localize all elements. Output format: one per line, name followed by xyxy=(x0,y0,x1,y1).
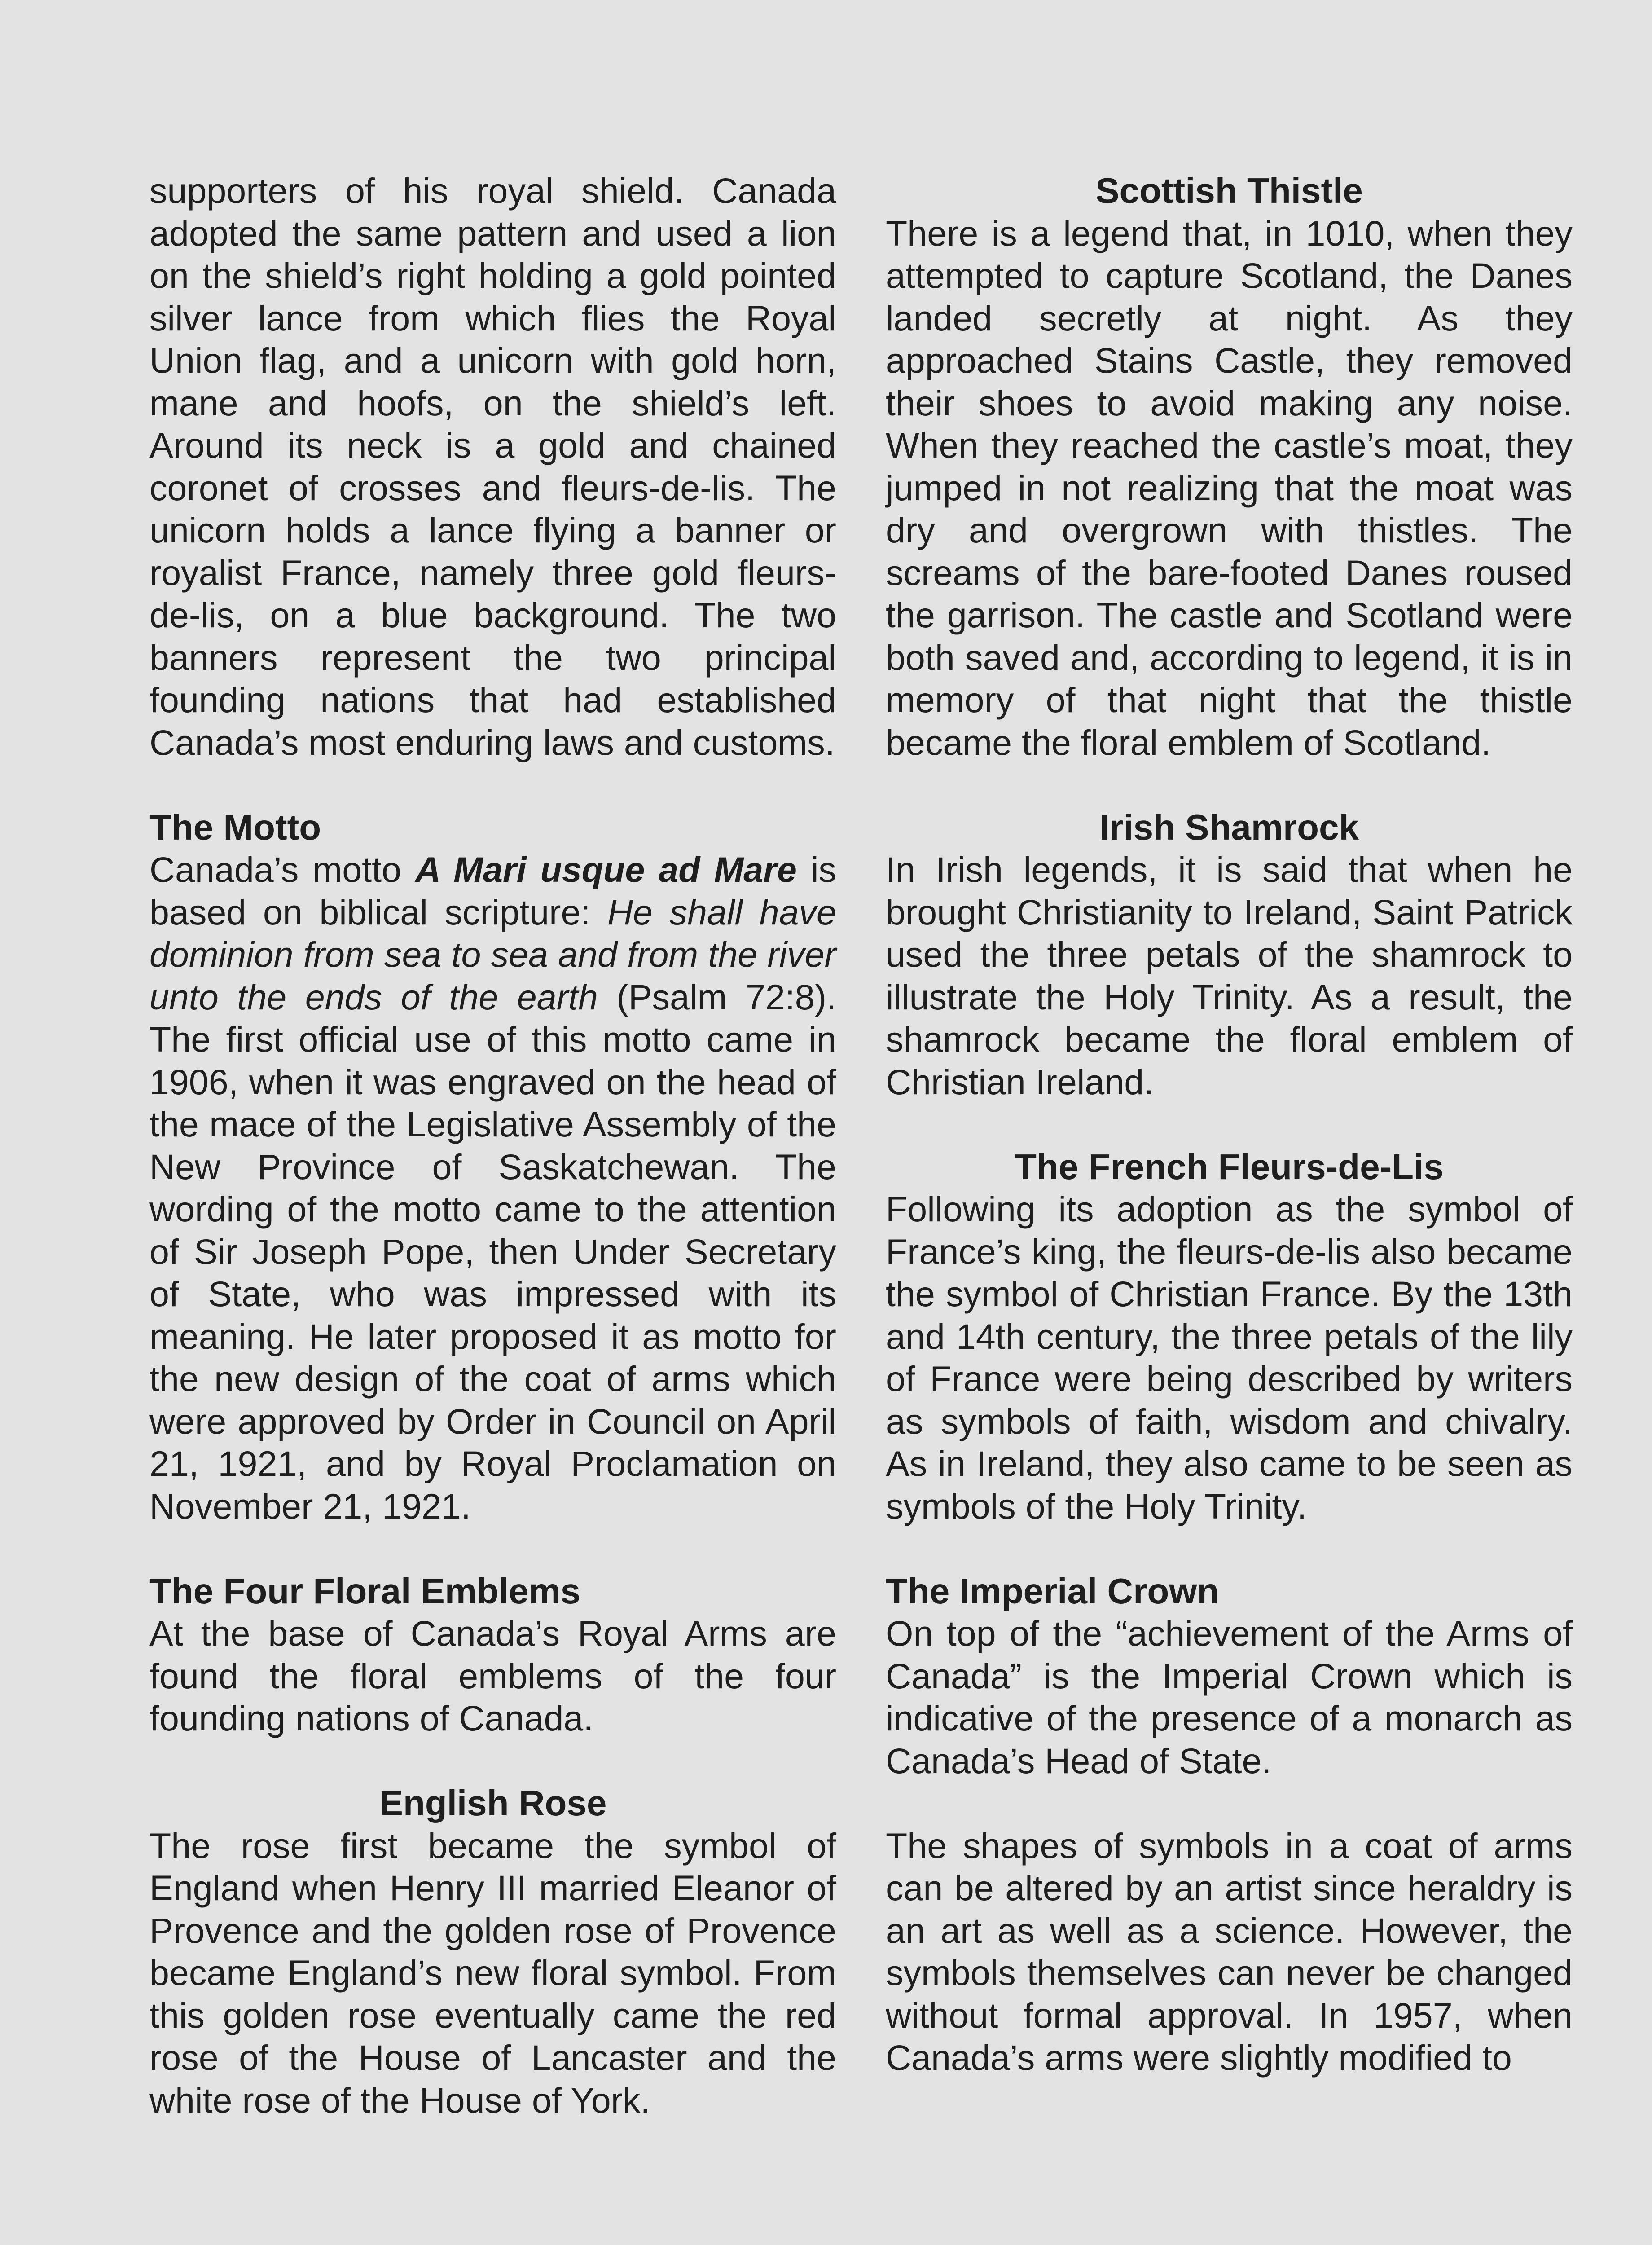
crown-paragraph: On top of the “achievement of the Arms of Canada” is the Imperial Crown which is indicative of the presence of a monarch as Canada’s Head of State. xyxy=(886,1613,1573,1781)
fleurs-heading: The French Fleurs-de-Lis xyxy=(1015,1146,1444,1187)
floral-heading: The Four Floral Emblems xyxy=(149,1571,581,1611)
motto-text-3: (Psalm 72:8). The first official use of this motto came in 1906, when it was engraved on the head of the mace of the Legislative Assembly of the New Province of Saskatchewan. The wording of the motto came to the attention of Sir Joseph Pope, then Under Secretary of State, who was impressed with its meaning. He later proposed it as motto for the new design of the coat of arms which were approved by Order in Council on April 21, 1921, and by Royal Proclamation on November 21, 1921. xyxy=(149,977,836,1526)
motto-paragraph xyxy=(149,849,836,1527)
floral-paragraph: At the base of Canada’s Royal Arms are found the floral emblems of the four founding nations of Canada. xyxy=(149,1613,836,1738)
shamrock-heading: Irish Shamrock xyxy=(1099,807,1359,847)
crown-heading: The Imperial Crown xyxy=(886,1571,1219,1611)
motto-quote: He shall have dominion from sea to sea and from the river unto the ends of the earth xyxy=(149,892,836,1017)
motto-latin: A Mari usque ad Mare xyxy=(415,850,797,889)
right-column xyxy=(886,170,1573,2079)
rose-paragraph: The rose first became the symbol of England when Henry III married Eleanor of Provence and the golden rose of Provence became England’s new floral symbol. From this golden rose eventually came the red rose of the House of Lancaster and the white rose of the House of York. xyxy=(149,1825,836,2120)
motto-heading: The Motto xyxy=(149,807,321,847)
shamrock-paragraph: In Irish legends, it is said that when he brought Christianity to Ireland, Saint Patrick used the three petals of the shamrock to illustrate the Holy Trinity. As a result, the shamrock became the floral emblem of Christian Ireland. xyxy=(886,850,1573,1102)
thistle-heading: Scottish Thistle xyxy=(1095,171,1363,211)
motto-text-1: Canada’s motto xyxy=(149,850,415,889)
shapes-paragraph: The shapes of symbols in a coat of arms can be altered by an artist since heraldry is an art as well as a science. However, the symbols themselves can never be changed without formal approval. In 1957, when Canada’s arms were slightly modified to xyxy=(886,1825,1573,2078)
intro-paragraph: supporters of his royal shield. Canada adopted the same pattern and used a lion on the shield’s right holding a gold pointed silver lance from which flies the Royal Union flag, and a unicorn with gold horn, mane and hoofs, on the shield’s left. Around its neck is a gold and chained coronet of crosses and fleurs-de-lis. The unicorn holds a lance flying a banner or royalist France, namely three gold fleurs-de-lis, on a blue background. The two banners represent the two principal founding nations that had established Canada’s most enduring laws and customs. xyxy=(149,171,836,762)
left-column xyxy=(149,170,836,2122)
rose-heading: English Rose xyxy=(379,1783,607,1823)
thistle-paragraph: There is a legend that, in 1010, when they attempted to capture Scotland, the Danes landed secretly at night. As they approached Stains Castle, they removed their shoes to avoid making any noise. When they reached the castle’s moat, they jumped in not realizing that the moat was dry and overgrown with thistles. The screams of the bare-footed Danes roused the garrison. The castle and Scotland were both saved and, according to legend, it is in memory of that night that the thistle became the floral emblem of Scotland. xyxy=(886,213,1573,762)
fleurs-paragraph: Following its adoption as the symbol of France’s king, the fleurs-de-lis also became the symbol of Christian France. By the 13th and 14th century, the three petals of the lily of France were being described by writers as symbols of faith, wisdom and chivalry. As in Ireland, they also came to be seen as symbols of the Holy Trinity. xyxy=(886,1189,1573,1526)
motto-text-2: is based on biblical scripture: xyxy=(149,850,836,932)
